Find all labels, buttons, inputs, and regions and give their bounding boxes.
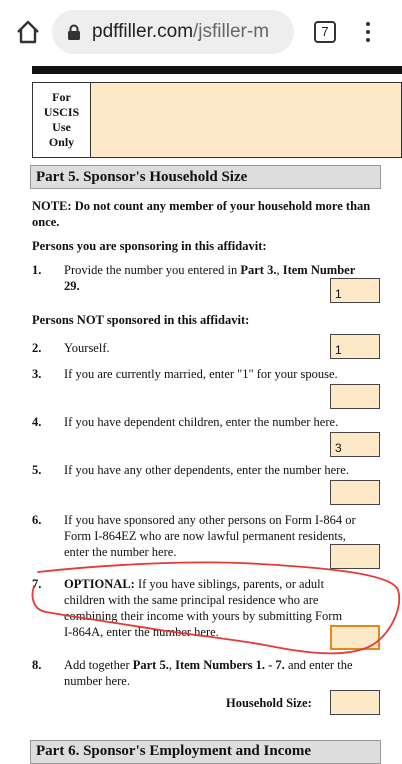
item-1-text: Provide the number you entered in Part 3., Item Number 29. — [64, 263, 356, 293]
pdf-form-page — [0, 64, 401, 759]
item-1-input[interactable]: 1 — [330, 278, 380, 303]
uscis-use-label: For USCIS Use Only — [33, 83, 91, 157]
item-number: 5. — [32, 463, 42, 477]
item-4-input[interactable]: 3 — [330, 432, 380, 457]
uscis-use-box — [32, 82, 402, 158]
item-7-input[interactable] — [330, 625, 380, 650]
item-5-text: If you have any other dependents, enter the number here. — [64, 463, 349, 477]
item-number: 3. — [32, 367, 42, 381]
section-divider — [32, 66, 402, 74]
more-options-icon[interactable] — [360, 18, 376, 46]
item-number: 6. — [32, 513, 42, 527]
item-2-text: Yourself. — [64, 341, 110, 355]
part6-header: Part 6. Sponsor's Employment and Income — [30, 740, 381, 764]
item-number: 2. — [32, 341, 42, 355]
item-8-text: Add together Part 5., Item Numbers 1. - 7. and enter the number here. — [64, 658, 353, 688]
item-2-input[interactable]: 1 — [330, 334, 380, 359]
tab-switcher-button[interactable]: 7 — [314, 21, 336, 43]
item-number: 8. — [32, 658, 42, 672]
browser-toolbar — [0, 0, 401, 64]
item-7-text: OPTIONAL: If you have siblings, parents, or adult children with the same principal residence who are combining their income with yours by submitting Form I-864A, enter the number here. — [64, 577, 343, 639]
note-text: NOTE: Do not count any member of your household more than once. — [32, 199, 371, 229]
item-3-input[interactable] — [330, 384, 380, 409]
part5-header: Part 5. Sponsor's Household Size — [30, 165, 381, 189]
not-sponsored-heading: Persons NOT sponsored in this affidavit: — [32, 313, 250, 327]
item-3-text: If you are currently married, enter "1" for your spouse. — [64, 367, 338, 381]
url-text: pdffiller.com/jsfiller-m — [92, 21, 270, 42]
item-number: 1. — [32, 263, 42, 277]
lock-icon — [66, 24, 82, 40]
address-bar[interactable] — [52, 10, 294, 54]
household-size-input[interactable] — [330, 690, 380, 715]
item-number: 7. — [32, 577, 42, 591]
home-icon[interactable] — [14, 18, 42, 46]
item-6-input[interactable] — [330, 544, 380, 569]
sponsoring-heading: Persons you are sponsoring in this affidavit: — [32, 239, 267, 253]
household-size-label: Household Size: — [226, 696, 312, 710]
item-6-text: If you have sponsored any other persons on Form I-864 or Form I-864EZ who are now lawful permanent residents, enter the number here. — [64, 513, 356, 559]
item-4-text: If you have dependent children, enter the number here. — [64, 415, 339, 429]
item-number: 4. — [32, 415, 42, 429]
item-5-input[interactable] — [330, 480, 380, 505]
